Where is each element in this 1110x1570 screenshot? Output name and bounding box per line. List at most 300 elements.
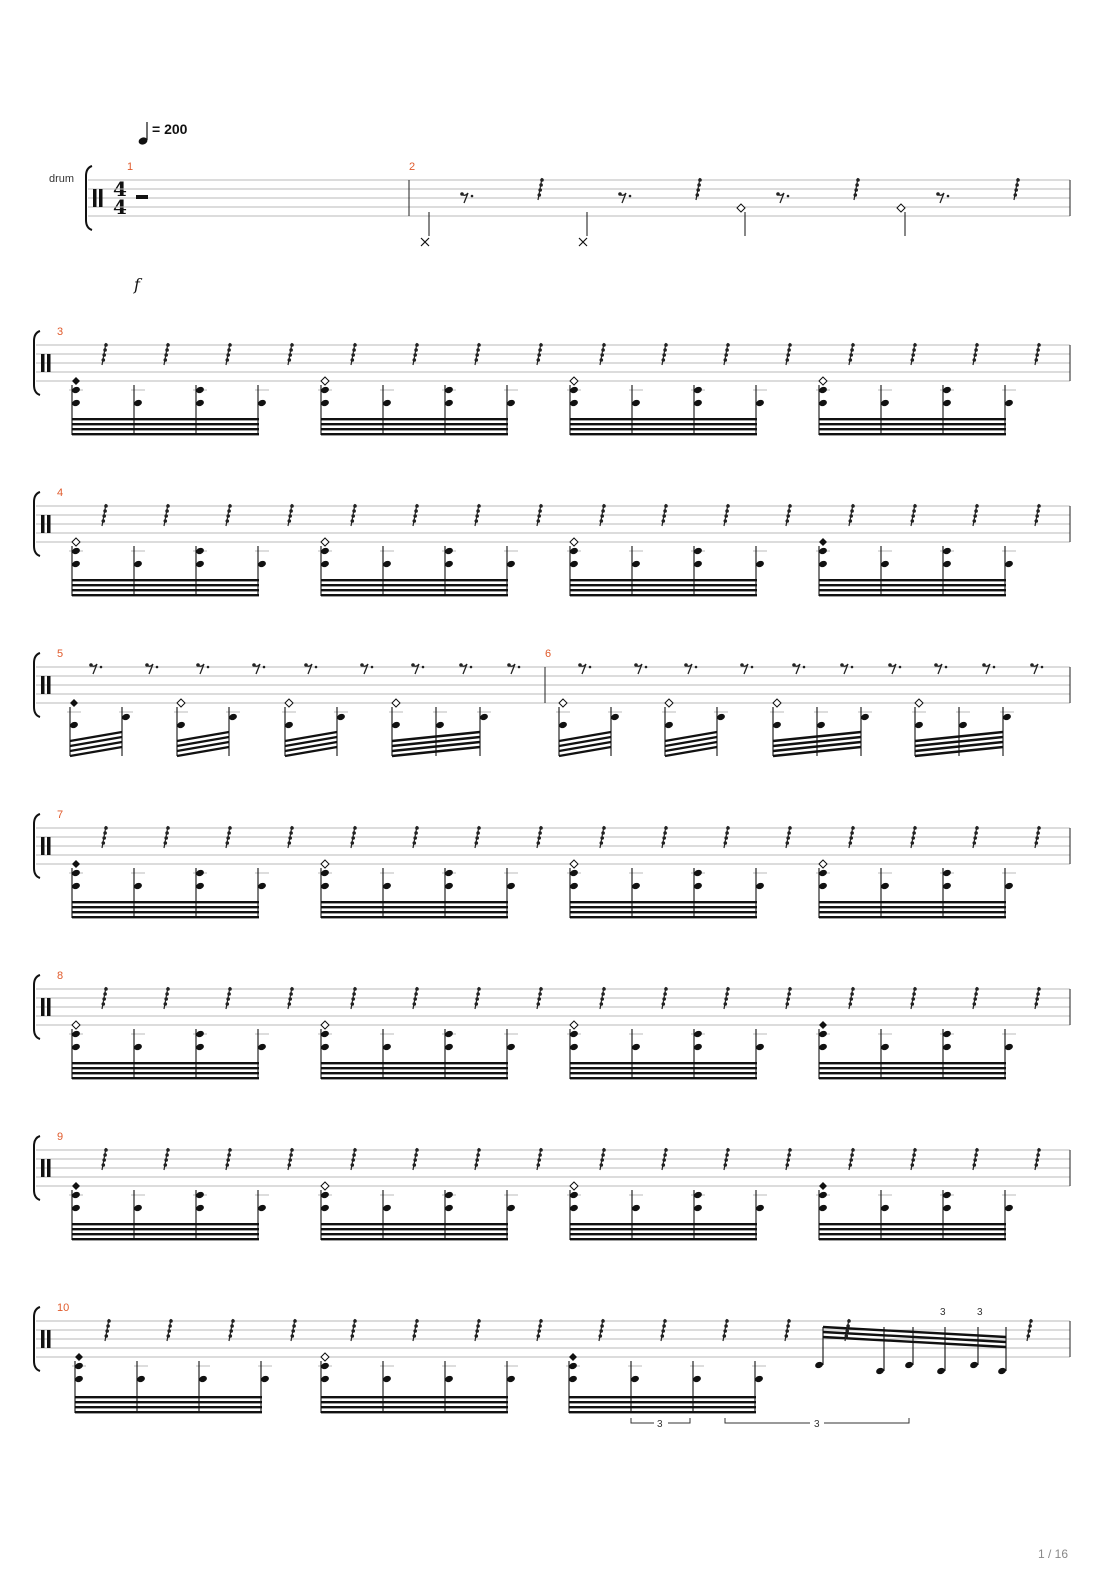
note-head [71, 869, 81, 877]
note-head [693, 1204, 703, 1212]
note-head [569, 399, 579, 407]
note-head [569, 386, 579, 394]
beam [570, 584, 757, 586]
note-head-hihat [321, 860, 329, 868]
note-head [942, 399, 952, 407]
note-head [1004, 882, 1014, 890]
beam [72, 594, 259, 596]
note-head [880, 560, 890, 568]
note-head [444, 1030, 454, 1038]
note-head-crash [819, 1021, 827, 1029]
percussion-clef [41, 515, 45, 533]
note-head-crash [72, 860, 80, 868]
note-head [320, 1043, 330, 1051]
note-head [969, 1361, 979, 1369]
beam [570, 1223, 757, 1225]
note-head [942, 560, 952, 568]
beam [285, 732, 337, 741]
note-head-crash [75, 1353, 83, 1361]
note-head [997, 1367, 1007, 1375]
note-head [136, 1375, 146, 1383]
note-head [257, 399, 267, 407]
beam [569, 1396, 756, 1398]
note-head [506, 882, 516, 890]
note-head-crash [70, 699, 78, 707]
beam [321, 1233, 508, 1235]
percussion-clef [41, 998, 45, 1016]
note-head [631, 399, 641, 407]
note-head [958, 721, 968, 729]
beam [70, 737, 122, 746]
note-head [755, 399, 765, 407]
dynamic-marking: f [134, 275, 140, 294]
note-head [382, 1043, 392, 1051]
beam [177, 737, 229, 746]
tuplet-number: 3 [814, 1419, 820, 1430]
beam [819, 1223, 1006, 1225]
note-head [818, 882, 828, 890]
note-head-hihat [321, 538, 329, 546]
system-4 [34, 487, 1070, 596]
beam [570, 901, 757, 903]
beam [665, 742, 717, 751]
beam [570, 911, 757, 913]
note-head [121, 713, 131, 721]
note-head [693, 869, 703, 877]
note-head-hihat [570, 1182, 578, 1190]
beam [321, 1238, 508, 1240]
beam [72, 579, 259, 581]
note-head [693, 1191, 703, 1199]
beam [665, 732, 717, 741]
beam [570, 1238, 757, 1240]
note-head [631, 1204, 641, 1212]
note-head [444, 1204, 454, 1212]
note-head [71, 1204, 81, 1212]
note-head [195, 399, 205, 407]
note-head [444, 1191, 454, 1199]
beam [819, 423, 1006, 425]
note-head-hihat [819, 377, 827, 385]
beam [819, 906, 1006, 908]
note-head [133, 560, 143, 568]
percussion-clef [93, 189, 97, 207]
beam [70, 747, 122, 756]
note-head-crash [819, 1182, 827, 1190]
measure-number: 4 [57, 487, 64, 499]
note-head [1004, 1204, 1014, 1212]
beam [819, 594, 1006, 596]
beam [285, 742, 337, 751]
note-head-hihat [897, 204, 905, 212]
beam [321, 418, 508, 420]
note-head [942, 1204, 952, 1212]
beam [72, 428, 259, 430]
note-head [133, 399, 143, 407]
note-head-crash [72, 377, 80, 385]
note-head [195, 1204, 205, 1212]
note-head [382, 399, 392, 407]
beam [321, 1062, 508, 1064]
note-head [755, 882, 765, 890]
measure-number: 2 [409, 161, 416, 173]
beam [819, 1072, 1006, 1074]
beam [75, 1401, 262, 1403]
beam [321, 1411, 508, 1413]
note-head [320, 1204, 330, 1212]
tuplet-number: 3 [940, 1307, 946, 1318]
note-head [435, 721, 445, 729]
note-head [444, 882, 454, 890]
note-head [320, 560, 330, 568]
note-head [228, 713, 238, 721]
note-head [693, 399, 703, 407]
beam [819, 589, 1006, 591]
beam [75, 1406, 262, 1408]
beam [321, 579, 508, 581]
tuplet-number: 3 [977, 1307, 983, 1318]
note-head [814, 1361, 824, 1369]
beam [72, 1072, 259, 1074]
beam [285, 747, 337, 756]
note-head [195, 1043, 205, 1051]
note-head [257, 1204, 267, 1212]
beam [321, 1223, 508, 1225]
beam [321, 911, 508, 913]
note-head [257, 882, 267, 890]
note-head-hihat [72, 1021, 80, 1029]
beam [819, 433, 1006, 435]
beam [70, 742, 122, 751]
note-head [818, 1204, 828, 1212]
note-head [479, 713, 489, 721]
note-head [569, 869, 579, 877]
note-head [569, 1204, 579, 1212]
note-head [133, 1043, 143, 1051]
note-head [631, 1043, 641, 1051]
note-head [818, 386, 828, 394]
note-head [664, 721, 674, 729]
note-head-hihat [737, 204, 745, 212]
note-head [936, 1367, 946, 1375]
beam [665, 747, 717, 756]
measure-number: 1 [127, 161, 134, 173]
note-head [195, 1030, 205, 1038]
beam [570, 423, 757, 425]
note-head [1004, 1043, 1014, 1051]
note-head-x [579, 238, 587, 246]
beam [72, 418, 259, 420]
note-head [816, 721, 826, 729]
beam [819, 1062, 1006, 1064]
note-head [391, 721, 401, 729]
beam [570, 428, 757, 430]
note-head [195, 386, 205, 394]
note-head [1002, 713, 1012, 721]
note-head [320, 869, 330, 877]
note-head [506, 1375, 516, 1383]
note-head [631, 882, 641, 890]
beam [570, 916, 757, 918]
note-head [818, 399, 828, 407]
percussion-clef [41, 354, 45, 372]
beam [72, 433, 259, 435]
page-indicator: 1 / 16 [1037, 1547, 1068, 1561]
beam [570, 594, 757, 596]
beam [570, 433, 757, 435]
note-head [818, 1191, 828, 1199]
beam [570, 1072, 757, 1074]
note-head [755, 1204, 765, 1212]
note-head [693, 1030, 703, 1038]
percussion-clef [41, 676, 45, 694]
beam [570, 906, 757, 908]
beam [72, 1228, 259, 1230]
note-head-x [421, 238, 429, 246]
tempo-text: = 200 [152, 121, 188, 137]
beam [177, 747, 229, 756]
time-signature-bottom: 4 [113, 195, 127, 219]
beam [72, 1233, 259, 1235]
measure-number: 6 [545, 648, 552, 660]
note-head [880, 1204, 890, 1212]
note-head-hihat [570, 538, 578, 546]
note-head [444, 386, 454, 394]
note-head-hihat [570, 860, 578, 868]
note-head-hihat [285, 699, 293, 707]
note-head-hihat [321, 377, 329, 385]
beam [321, 906, 508, 908]
beam [570, 1067, 757, 1069]
beam [75, 1411, 262, 1413]
measure-number: 8 [57, 970, 64, 982]
note-head [320, 547, 330, 555]
note-head [942, 386, 952, 394]
beam [177, 742, 229, 751]
note-head [284, 721, 294, 729]
beam [321, 423, 508, 425]
note-head [772, 721, 782, 729]
beam [819, 1067, 1006, 1069]
beam [321, 428, 508, 430]
note-head [176, 721, 186, 729]
beam [72, 589, 259, 591]
beam [72, 901, 259, 903]
system-8 [34, 970, 1070, 1079]
beam [665, 737, 717, 746]
note-head-hihat [773, 699, 781, 707]
note-head [568, 1375, 578, 1383]
beam [321, 589, 508, 591]
note-head [444, 1043, 454, 1051]
note-head [382, 1204, 392, 1212]
beam [321, 1067, 508, 1069]
note-head [71, 1030, 81, 1038]
beam [321, 1396, 508, 1398]
beam [70, 732, 122, 741]
note-head [195, 560, 205, 568]
beam [570, 579, 757, 581]
note-head [320, 1030, 330, 1038]
beam [570, 1228, 757, 1230]
note-head-crash [72, 1182, 80, 1190]
note-head-hihat [392, 699, 400, 707]
beam [72, 584, 259, 586]
note-head [693, 560, 703, 568]
note-head [569, 1030, 579, 1038]
note-head [1004, 560, 1014, 568]
note-head [444, 399, 454, 407]
note-head-hihat [321, 1353, 329, 1361]
note-head [71, 560, 81, 568]
note-head [444, 560, 454, 568]
beam [321, 584, 508, 586]
beam [321, 1077, 508, 1079]
note-head [942, 1191, 952, 1199]
note-head [875, 1367, 885, 1375]
beam [570, 589, 757, 591]
note-head [569, 547, 579, 555]
beam [72, 1067, 259, 1069]
note-head-hihat [72, 538, 80, 546]
note-head [818, 1030, 828, 1038]
note-head [320, 1191, 330, 1199]
note-head [904, 1361, 914, 1369]
measure-number: 3 [57, 326, 64, 338]
note-head-hihat [915, 699, 923, 707]
note-head [506, 399, 516, 407]
note-head [320, 399, 330, 407]
beam [72, 1077, 259, 1079]
beam [72, 916, 259, 918]
note-head [818, 869, 828, 877]
beam [569, 1401, 756, 1403]
instrument-label: drum [49, 173, 75, 185]
systems [34, 161, 1070, 1430]
note-head [382, 882, 392, 890]
beam [819, 901, 1006, 903]
note-head [880, 882, 890, 890]
measure-number: 7 [57, 809, 64, 821]
note-head [942, 882, 952, 890]
beam [321, 1228, 508, 1230]
beam [819, 916, 1006, 918]
note-head [320, 1362, 330, 1370]
note-head [914, 721, 924, 729]
note-head-hihat [570, 377, 578, 385]
system-9 [34, 1131, 1070, 1240]
note-head [818, 1043, 828, 1051]
note-head [74, 1375, 84, 1383]
beam [819, 1238, 1006, 1240]
note-head [506, 1204, 516, 1212]
note-head [444, 547, 454, 555]
note-head [506, 560, 516, 568]
measure-number: 10 [57, 1302, 70, 1314]
beam [569, 1406, 756, 1408]
tempo-marking [138, 121, 188, 146]
note-head [558, 721, 568, 729]
note-head [444, 1375, 454, 1383]
beam [72, 1062, 259, 1064]
note-head [942, 869, 952, 877]
beam [321, 1401, 508, 1403]
note-head [260, 1375, 270, 1383]
beam [75, 1396, 262, 1398]
beam [570, 418, 757, 420]
note-head [71, 1043, 81, 1051]
note-head [716, 713, 726, 721]
note-head-hihat [321, 1021, 329, 1029]
beam [559, 747, 611, 756]
beam [177, 732, 229, 741]
whole-rest [136, 195, 148, 199]
tuplet-number: 3 [657, 1419, 663, 1430]
note-head [569, 560, 579, 568]
note-head [880, 399, 890, 407]
beam [72, 1238, 259, 1240]
percussion-clef [41, 837, 45, 855]
note-head [506, 1043, 516, 1051]
note-head [942, 1043, 952, 1051]
note-head [133, 1204, 143, 1212]
note-head [195, 1191, 205, 1199]
note-head [71, 386, 81, 394]
note-head [942, 1030, 952, 1038]
beam [559, 742, 611, 751]
note-head-hihat [321, 1182, 329, 1190]
note-head [630, 1375, 640, 1383]
beam [72, 423, 259, 425]
beam [559, 737, 611, 746]
note-head [569, 1191, 579, 1199]
system-3 [34, 326, 1070, 435]
beam [819, 1077, 1006, 1079]
system-7 [34, 809, 1070, 918]
beam [321, 594, 508, 596]
note-head [320, 882, 330, 890]
percussion-clef [41, 1330, 45, 1348]
note-head-hihat [819, 860, 827, 868]
beam [321, 901, 508, 903]
beam [321, 1072, 508, 1074]
note-head [693, 1043, 703, 1051]
note-head [692, 1375, 702, 1383]
note-head [693, 882, 703, 890]
note-head [74, 1362, 84, 1370]
note-head [257, 560, 267, 568]
note-head [860, 713, 870, 721]
beam [72, 1223, 259, 1225]
note-head [569, 1043, 579, 1051]
beam [285, 737, 337, 746]
beam [819, 418, 1006, 420]
beam [819, 584, 1006, 586]
note-head [320, 386, 330, 394]
note-head [382, 1375, 392, 1383]
system-1 [86, 161, 1070, 246]
beam [570, 1062, 757, 1064]
note-head [71, 399, 81, 407]
note-head [818, 560, 828, 568]
note-head [69, 721, 79, 729]
beam [819, 911, 1006, 913]
note-head [320, 1375, 330, 1383]
note-head [754, 1375, 764, 1383]
note-head [195, 547, 205, 555]
note-head-hihat [570, 1021, 578, 1029]
beam [321, 433, 508, 435]
